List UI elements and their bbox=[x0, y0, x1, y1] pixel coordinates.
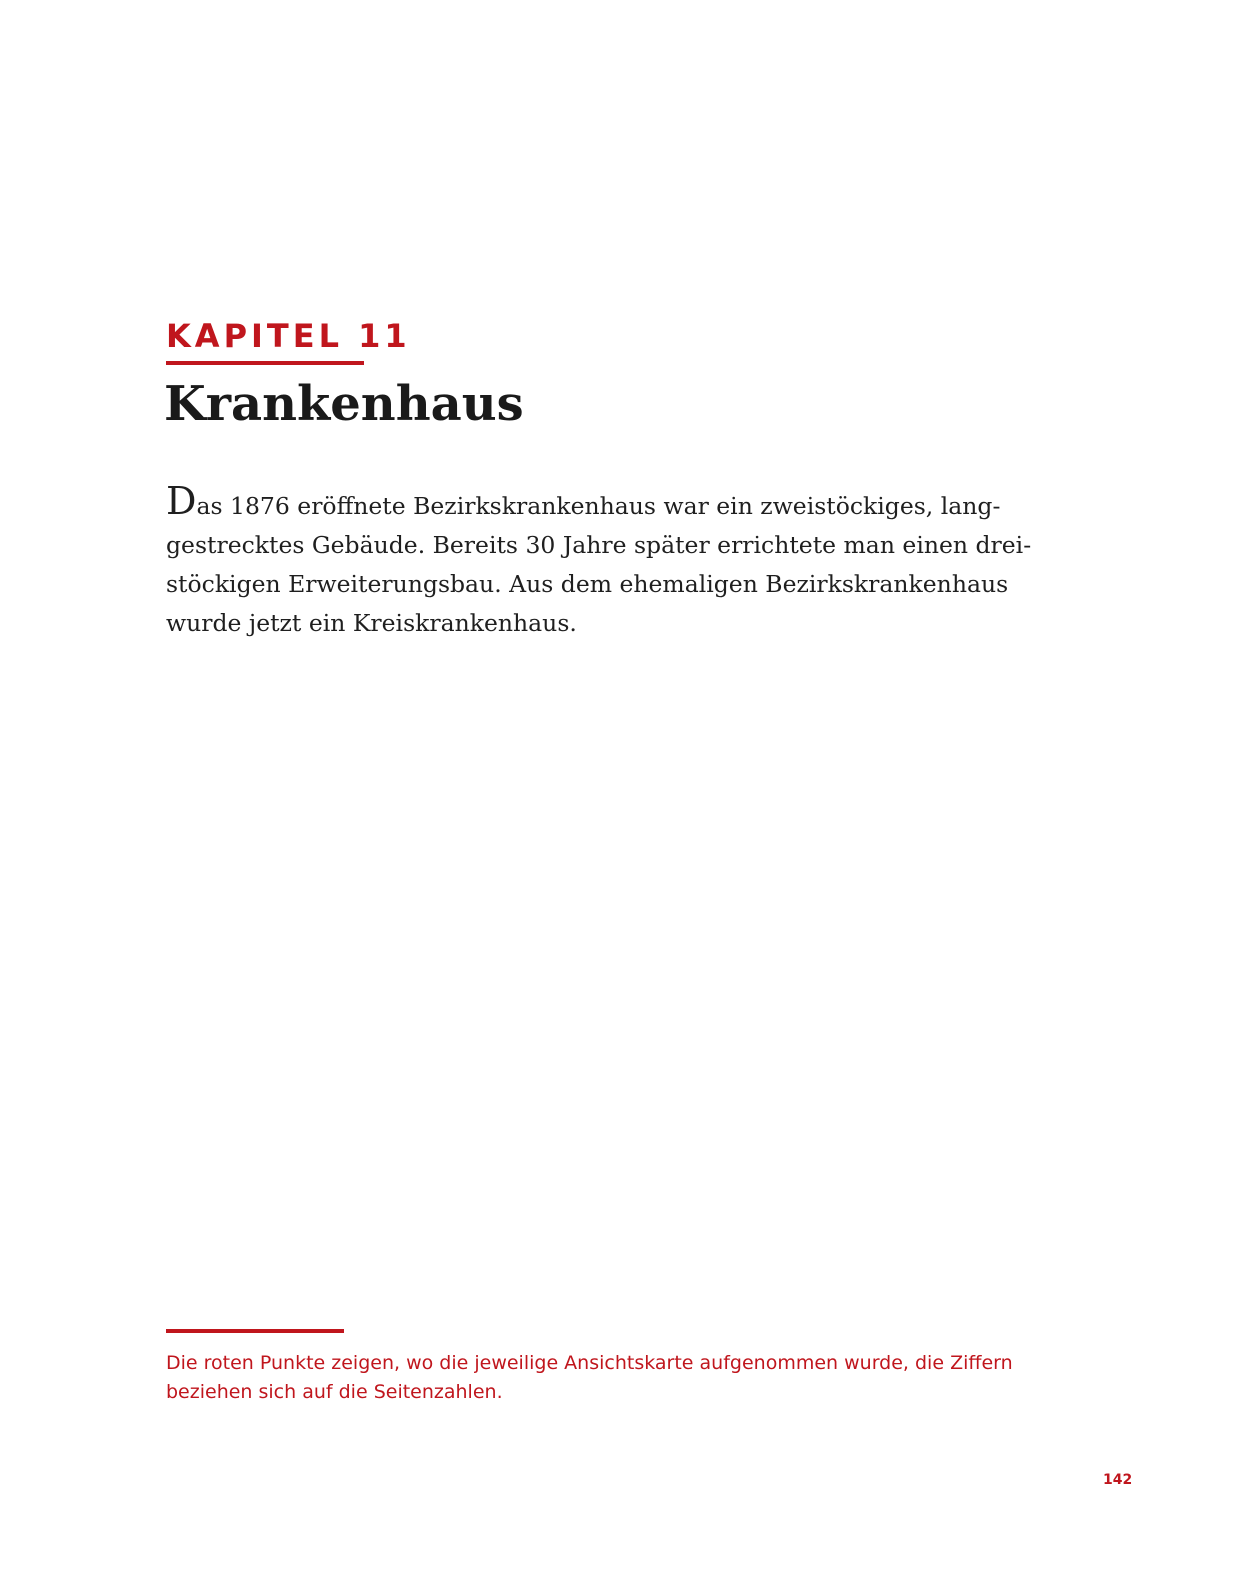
chapter-label: KAPITEL 11 bbox=[166, 317, 411, 355]
map-note-line-1: Die roten Punkte zeigen, wo die jeweilige Ansichtskarte aufgenommen wurde, die Ziffern bbox=[166, 1352, 1013, 1374]
chapter-title: Krankenhaus bbox=[164, 376, 524, 432]
map-note bbox=[166, 1349, 1026, 1407]
body-line-4: wurde jetzt ein Kreiskrankenhaus. bbox=[166, 609, 577, 637]
page-number: 142 bbox=[1103, 1472, 1133, 1488]
body-line-1-text: as 1876 eröffnete Bezirkskrankenhaus war ein zweistöckiges, lang- bbox=[196, 492, 1001, 520]
note-divider bbox=[166, 1329, 344, 1333]
body-paragraph bbox=[166, 479, 1032, 643]
chapter-underline bbox=[166, 361, 364, 365]
body-line-1 bbox=[166, 479, 1016, 526]
body-line-3: stöckigen Erweiterungsbau. Aus dem ehemaligen Bezirkskrankenhaus bbox=[166, 570, 1009, 598]
dropcap: D bbox=[166, 479, 197, 523]
body-line-2: gestrecktes Gebäude. Bereits 30 Jahre später errichtete man einen drei- bbox=[166, 531, 1032, 559]
map-note-line-2: beziehen sich auf die Seitenzahlen. bbox=[166, 1381, 503, 1403]
